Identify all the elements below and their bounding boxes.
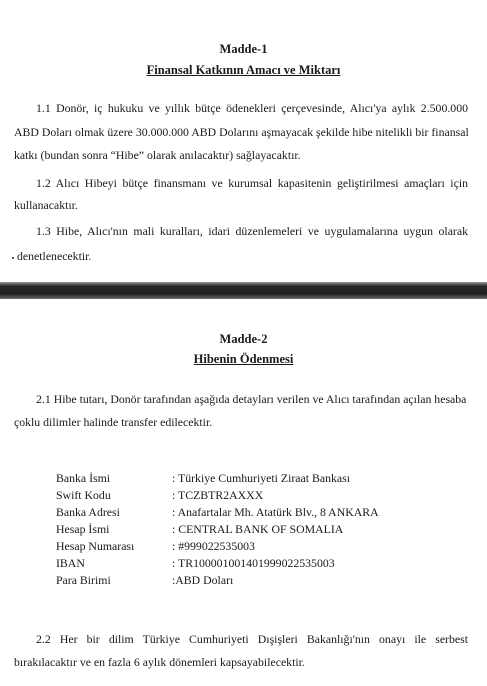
article-2-intro-line: çoklu dilimler halinde transfer edilecektir. xyxy=(14,415,213,429)
article-2-outro-line: 2.2 Her bir dilim Türkiye Cumhuriyeti Dışişleri Bakanlığı'nın onayı ile serbest xyxy=(36,632,468,646)
bank-detail-label: Banka İsmi xyxy=(56,471,111,485)
bank-detail-label: Banka Adresi xyxy=(56,505,120,519)
bank-detail-row xyxy=(56,556,476,571)
document-page-2 xyxy=(0,299,487,686)
bank-detail-row xyxy=(56,471,476,486)
article-2-subtitle: Hibenin Ödenmesi xyxy=(193,352,294,366)
article-1-title: Madde-1 xyxy=(219,42,268,56)
article-1-line: denetlenecektir. xyxy=(17,249,92,263)
article-1-subtitle: Finansal Katkının Amacı ve Miktarı xyxy=(146,63,341,77)
article-1-line: 1.2 Alıcı Hibeyi bütçe finansmanı ve kurumsal kapasitenin geliştirilmesi amaçları için xyxy=(36,176,468,190)
article-1-line: 1.1 Donör, iç hukuku ve yıllık bütçe ödenekleri çerçevesinde, Alıcı'ya aylık 2.500.000 xyxy=(36,101,468,115)
bank-detail-row xyxy=(56,522,476,537)
bank-detail-value: : TR100001001401999022535003 xyxy=(172,556,335,570)
article-1-line: 1.3 Hibe, Alıcı'nın mali kuralları, idari düzenlemeleri ve uygulamalarına uygun olarak xyxy=(36,224,468,238)
article-1-line: katkı (bundan sonra “Hibe” olarak anılacaktır) sağlayacaktır. xyxy=(14,148,301,162)
scan-speck xyxy=(12,257,14,259)
bank-detail-row xyxy=(56,539,476,554)
bank-detail-value: :ABD Doları xyxy=(172,573,234,587)
bank-detail-value: : CENTRAL BANK OF SOMALIA xyxy=(172,522,344,536)
bank-detail-label: Para Birimi xyxy=(56,573,111,587)
bank-detail-row xyxy=(56,573,476,588)
bank-detail-label: Swift Kodu xyxy=(56,488,111,502)
article-2-outro-line: bırakılacaktır ve en fazla 6 aylık dönemleri kapsayabilecektir. xyxy=(14,655,305,669)
article-2-intro-line: 2.1 Hibe tutarı, Donör tarafından aşağıda detayları verilen ve Alıcı tarafından açılan hesaba xyxy=(36,392,467,406)
bank-detail-value: : TCZBTR2AXXX xyxy=(172,488,264,502)
page-separator xyxy=(0,282,487,299)
bank-detail-label: IBAN xyxy=(56,556,85,570)
bank-detail-label: Hesap İsmi xyxy=(56,522,110,536)
article-2-title: Madde-2 xyxy=(219,332,268,346)
bank-detail-value: : Türkiye Cumhuriyeti Ziraat Bankası xyxy=(172,471,351,485)
bank-detail-value: : Anafartalar Mh. Atatürk Blv., 8 ANKARA xyxy=(172,505,379,519)
article-1-line: kullanacaktır. xyxy=(14,198,78,212)
bank-detail-label: Hesap Numarası xyxy=(56,539,135,553)
bank-detail-value: : #999022535003 xyxy=(172,539,255,553)
bank-detail-row xyxy=(56,505,476,520)
document-page-1 xyxy=(0,0,487,282)
article-1-line: ABD Doları olmak üzere 30.000.000 ABD Dolarını aşmayacak şekilde hibe nitelikli bir finansal xyxy=(14,125,469,139)
bank-detail-row xyxy=(56,488,476,503)
